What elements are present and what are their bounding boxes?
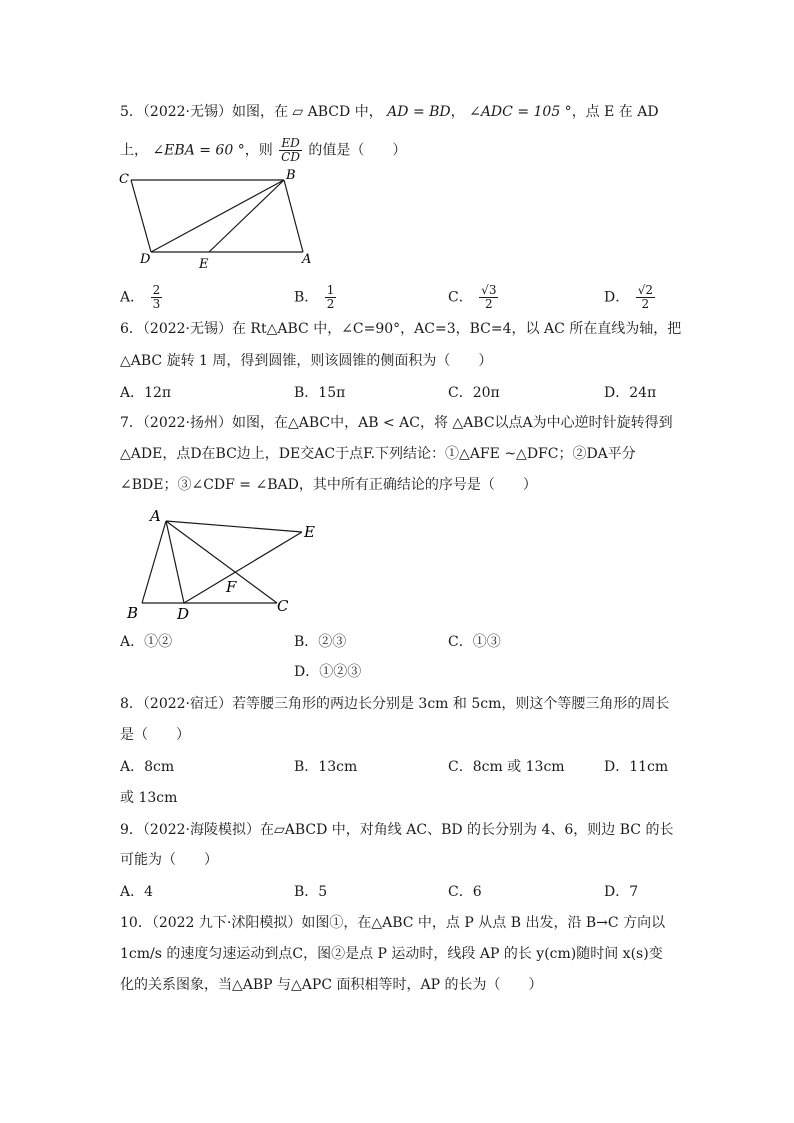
q7-label-b: B xyxy=(127,604,139,622)
q5-label-a: A xyxy=(302,252,312,267)
q7-edge-ab xyxy=(142,521,166,603)
q7-line1: 7．（2022·扬州）如图，在△ABC中，AB < AC，将 △ABC以点A为中心逆时针旋转得到 xyxy=(120,415,673,431)
q7-label-f: F xyxy=(226,578,237,596)
q7-option-a[interactable]: A．①② xyxy=(120,634,173,650)
q8-option-b[interactable]: B．13cm xyxy=(294,759,358,775)
q5-label-e: E xyxy=(199,257,209,271)
q9-option-a[interactable]: A．4 xyxy=(120,884,154,900)
q5-eq-ad-bd: AD = BD xyxy=(387,104,451,120)
q5-fraction-ed-cd: $\frac{ED}{CD}$ xyxy=(281,136,300,164)
q9-option-d[interactable]: D．7 xyxy=(604,884,639,900)
q5-figure-parallelogram xyxy=(112,166,322,271)
q7-line3: ∠BDE；③∠CDF = ∠BAD，其中所有正确结论的序号是（ ） xyxy=(120,477,537,493)
q10-line2: 1cm/s 的速度匀速运动到点C，图②是点 P 运动时，线段 AP 的长 y(cm)随时间 x(s)变 xyxy=(120,946,663,962)
q5-edge-dc xyxy=(131,180,151,252)
q7-option-d[interactable]: D．①②③ xyxy=(294,664,362,680)
q8-line1: 8．（2022·宿迁）若等腰三角形的两边长分别是 3cm 和 5cm，则这个等腰三角形的周长 xyxy=(120,696,670,712)
q7-label-c: C xyxy=(277,597,289,615)
q7-edge-ac xyxy=(166,521,277,603)
q7-label-e: E xyxy=(304,523,315,541)
q8-option-c[interactable]: C．8cm 或 13cm xyxy=(448,759,565,775)
q7-edge-de xyxy=(184,532,302,603)
q6-option-b[interactable]: B．15π xyxy=(294,385,346,401)
q7-label-a: A xyxy=(150,507,161,525)
q10-line3: 化的关系图象，当△ABP 与△APC 面积相等时，AP 的长为（ ） xyxy=(120,977,543,993)
q7-option-b[interactable]: B．②③ xyxy=(294,634,347,650)
q8-option-d[interactable]: D．11cm xyxy=(604,759,669,775)
q8-option-d-wrap: 或 13cm xyxy=(120,790,178,806)
q5-label-c: C xyxy=(119,172,129,187)
q5-line1: 5．（2022·无锡）如图，在 ▱ ABCD 中， AD = BD， ∠ADC = 105 °，点 E 在 AD xyxy=(120,104,659,120)
q5-segment-eb xyxy=(209,180,284,252)
q5-label-b: B xyxy=(286,168,296,183)
q5-option-c[interactable]: C． $\frac{√3}{2}$ xyxy=(448,283,497,311)
q9-option-c[interactable]: C．6 xyxy=(448,884,482,900)
q9-line2: 可能为（ ） xyxy=(120,852,218,868)
q10-line1: 10．（2022 九下·沭阳模拟）如图①，在△ABC 中，点 P 从点 B 出发，沿 B→C 方向以 xyxy=(120,915,666,931)
q6-line2: △ABC 旋转 1 周，得到圆锥，则该圆锥的侧面积为（ ） xyxy=(120,353,493,369)
q5-option-d[interactable]: D． $\frac{√2}{2}$ xyxy=(604,283,653,311)
q7-edge-ae xyxy=(166,521,302,532)
q7-figure-triangles xyxy=(120,502,330,624)
q6-option-a[interactable]: A．12π xyxy=(120,385,172,401)
q9-line1: 9．（2022·海陵模拟）在▱ABCD 中，对角线 AC、BD 的长分别为 4、6，则边 BC 的长 xyxy=(120,822,674,838)
q7-option-c[interactable]: C．①③ xyxy=(448,634,501,650)
q7-label-d: D xyxy=(177,605,190,623)
q8-line2: 是（ ） xyxy=(120,727,190,743)
q5-eq-angle-eba: ∠EBA = 60 ° xyxy=(152,142,245,159)
q9-option-b[interactable]: B．5 xyxy=(294,884,328,900)
q5-edge-ba xyxy=(284,180,303,252)
q5-segment-db xyxy=(151,180,284,252)
q5-label-d: D xyxy=(140,252,151,267)
q6-option-c[interactable]: C．20π xyxy=(448,385,500,401)
q6-line1: 6．（2022·无锡）在 Rt△ABC 中，∠C=90°，AC=3，BC=4，以 AC 所在直线为轴，把 xyxy=(120,321,682,337)
q5-line2: 上， ∠EBA = 60 °，则 $\frac{ED}{CD}$ 的值是（ ） xyxy=(120,136,407,164)
q6-option-d[interactable]: D．24π xyxy=(604,385,657,401)
q5-option-b[interactable]: B． $\frac{1}{2}$ xyxy=(294,283,335,311)
q7-edge-ad xyxy=(166,521,184,603)
q5-eq-angle-adc: ∠ADC = 105 ° xyxy=(469,104,572,120)
q7-line2: △ADE，点D在BC边上，DE交AC于点F.下列结论：①△AFE ~△DFC；②DA平分 xyxy=(120,446,636,462)
q8-option-a[interactable]: A．8cm xyxy=(120,759,175,775)
q5-option-a[interactable]: A． $\frac{2}{3}$ xyxy=(120,283,161,311)
